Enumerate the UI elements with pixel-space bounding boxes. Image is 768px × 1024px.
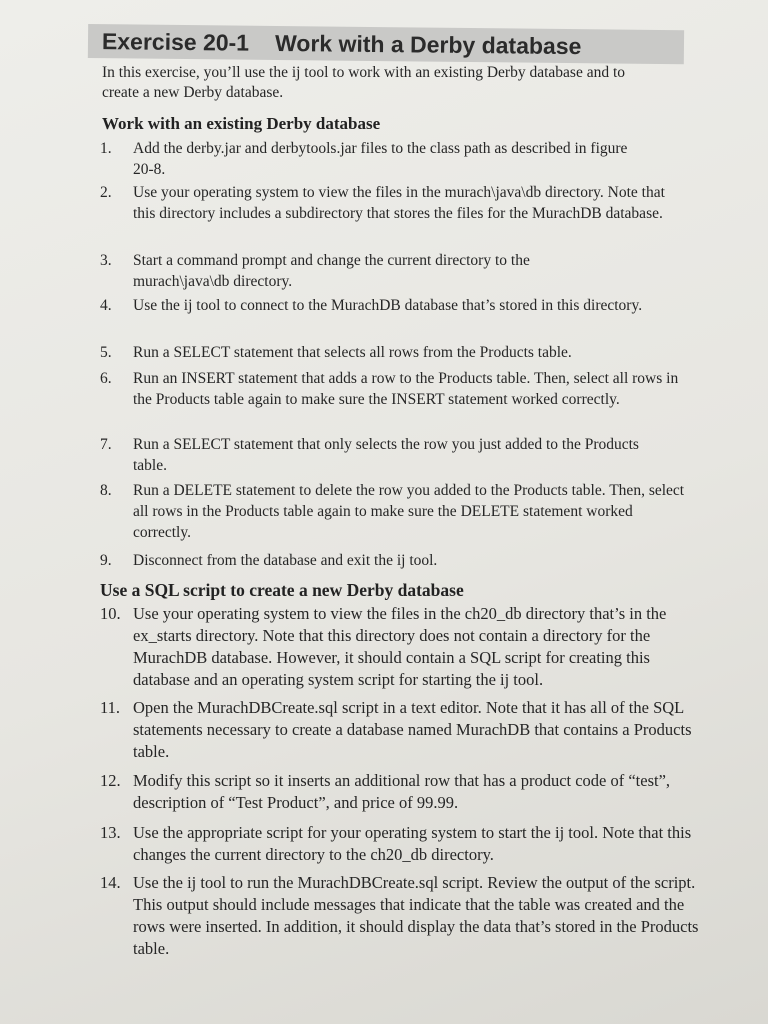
step-item [100,822,700,866]
step-number: 3. [100,252,112,269]
step-item [100,138,645,180]
step-item [100,182,665,224]
step-text: Use the ij tool to run the MurachDBCreate.sql script. Review the output of the script. This output should include messages that indicate that the table was created and the rows were inserted. In addition, it should display the data that’s stored in the Products table. [133,873,699,958]
step-number: 10. [100,604,121,623]
step-item [100,872,715,960]
step-number: 11. [100,698,121,717]
step-item [100,295,650,316]
step-text: Use your operating system to view the files in the murach\java\db directory. Note that this directory includes a subdirectory that stores the files for the MurachDB database. [133,184,665,222]
step-number: 13. [100,823,121,842]
step-text: Use your operating system to view the files in the ch20_db directory that’s in the ex_starts directory. Note that this directory does not contain a directory for the MurachDB database. However, it should contain a SQL script for creating this database and an operating system script for starting the ij tool. [133,604,667,689]
exercise-title: Work with a Derby database [274,29,582,59]
exercise-header [88,24,684,64]
step-item [100,550,680,571]
step-number: 9. [100,552,112,569]
step-item [100,342,680,363]
step-text: Use the ij tool to connect to the MurachDB database that’s stored in this directory. [133,297,643,314]
intro-paragraph: In this exercise, you’ll use the ij tool to work with an existing Derby database and to create a new Derby database. [102,64,626,101]
step-number: 7. [100,436,112,453]
step-item [100,603,705,691]
step-number: 5. [100,344,112,361]
section-heading-existing-db: Work with an existing Derby database [102,114,381,133]
step-item [100,697,710,763]
step-text: Modify this script so it inserts an additional row that has a product code of “test”, description of “Test Product”, and price of 99.99. [133,771,671,812]
step-item [100,434,655,476]
step-item [100,480,685,543]
step-number: 1. [100,140,112,157]
step-text: Disconnect from the database and exit the ij tool. [133,552,438,569]
exercise-number: Exercise 20-1 [101,27,250,56]
step-number: 4. [100,297,112,314]
step-number: 6. [100,370,112,387]
step-text: Run an INSERT statement that adds a row to the Products table. Then, select all rows in the Products table again to make sure the INSERT statement worked correctly. [133,370,679,408]
step-number: 8. [100,482,112,499]
step-text: Run a DELETE statement to delete the row you added to the Products table. Then, select all rows in the Products table again to make sure the DELETE statement worked correctly. [133,482,685,541]
step-text: Start a command prompt and change the current directory to the murach\java\db directory. [133,252,530,290]
section-heading-sql-script: Use a SQL script to create a new Derby database [100,580,464,600]
step-number: 12. [100,771,121,790]
step-item [100,770,690,814]
step-item [100,368,680,410]
step-number: 14. [100,873,121,892]
step-number: 2. [100,184,112,201]
step-item [100,250,620,292]
step-text: Add the derby.jar and derbytools.jar files to the class path as described in figure 20-8. [133,140,628,178]
step-text: Run a SELECT statement that only selects the row you just added to the Products table. [133,436,639,474]
step-text: Open the MurachDBCreate.sql script in a text editor. Note that it has all of the SQL statements necessary to create a database named MurachDB that contains a Products table. [133,698,692,761]
step-text: Run a SELECT statement that selects all rows from the Products table. [133,344,572,361]
step-text: Use the appropriate script for your operating system to start the ij tool. Note that this changes the current directory to the ch20_db directory. [133,823,692,864]
